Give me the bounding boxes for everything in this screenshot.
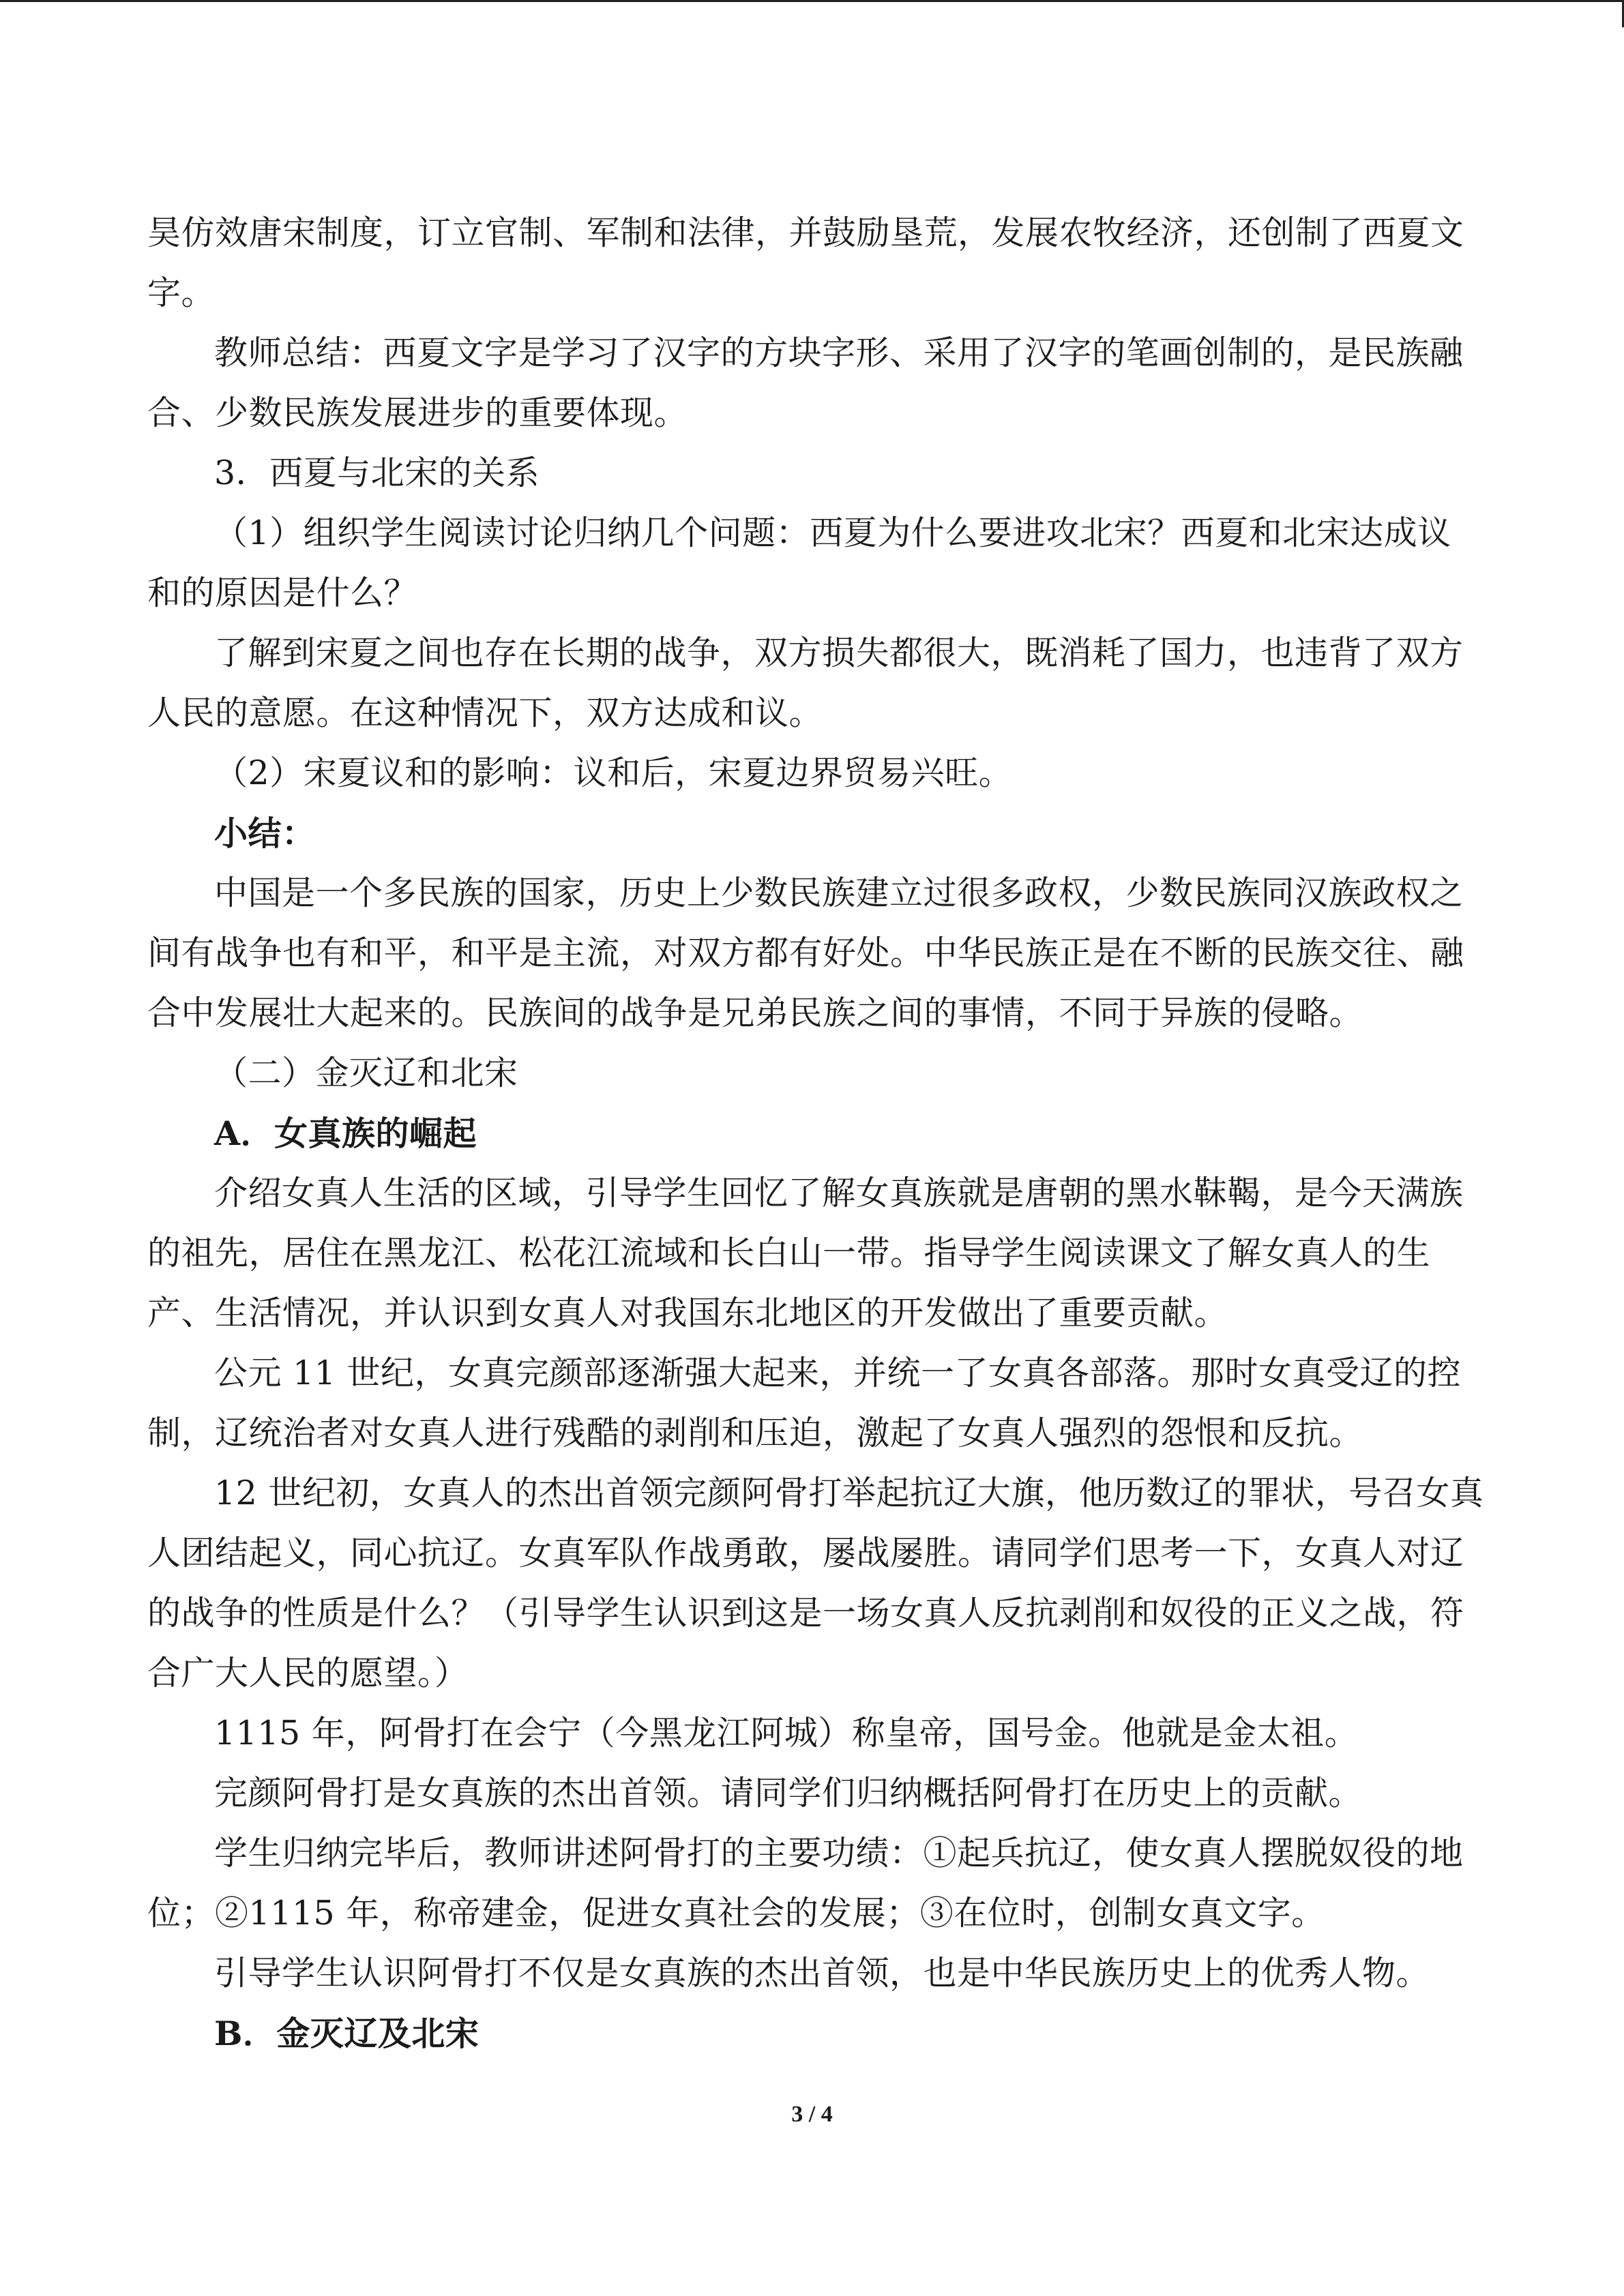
summary-heading: 小结：	[214, 814, 316, 853]
page-top-border	[0, 0, 1624, 2]
subsection-heading: A．女真族的崛起	[214, 1114, 477, 1153]
paragraph: （1）组织学生阅读讨论归纳几个问题：西夏为什么要进攻北宋？西夏和北宋达成议和的原因是什么？	[147, 513, 1451, 612]
paragraph: 公元 11 世纪，女真完颜部逐渐强大起来，并统一了女真各部落。那时女真受辽的控制，辽统治者对女真人进行残酷的剥削和压迫，激起了女真人强烈的怨恨和反抗。	[147, 1354, 1462, 1452]
paragraph: 12 世纪初，女真人的杰出首领完颜阿骨打举起抗辽大旗，他历数辽的罪状，号召女真人团结起义，同心抗辽。女真军队作战勇敢，屡战屡胜。请同学们思考一下，女真人对辽的战争的性质是什么？（引导学生认识到这是一场女真人反抗剥削和奴役的正义之战，符合广大人民的愿望。）	[147, 1474, 1484, 1693]
page-number: 3 / 4	[791, 2102, 833, 2127]
paragraph: 昊仿效唐宋制度，订立官制、军制和法律，并鼓励垦荒，发展农牧经济，还创制了西夏文字。	[147, 213, 1464, 312]
subsection-heading: B．金灭辽及北宋	[214, 2014, 479, 2053]
paragraph: （2）宋夏议和的影响：议和后，宋夏边界贸易兴旺。	[214, 754, 1013, 792]
paragraph: 介绍女真人生活的区域，引导学生回忆了解女真族就是唐朝的黑水靺鞨，是今天满族的祖先，居住在黑龙江、松花江流域和长白山一带。指导学生阅读课文了解女真人的生产、生活情况，并认识到女真人对我国东北地区的开发做出了重要贡献。	[147, 1174, 1464, 1332]
paragraph: 了解到宋夏之间也存在长期的战争，双方损失都很大，既消耗了国力，也违背了双方人民的意愿。在这种情况下，双方达成和议。	[147, 633, 1464, 732]
paragraph: 中国是一个多民族的国家，历史上少数民族建立过很多政权，少数民族同汉族政权之间有战争也有和平，和平是主流，对双方都有好处。中华民族正是在不断的民族交往、融合中发展壮大起来的。民族间的战争是兄弟民族之间的事情，不同于异族的侵略。	[147, 874, 1464, 1032]
section-heading: （二）金灭辽和北宋	[214, 1054, 518, 1092]
paragraph: 1115 年，阿骨打在会宁（今黑龙江阿城）称皇帝，国号金。他就是金太祖。	[214, 1714, 1359, 1753]
paragraph: 引导学生认识阿骨打不仅是女真族的杰出首领，也是中华民族历史上的优秀人物。	[214, 1954, 1430, 1993]
paragraph: 完颜阿骨打是女真族的杰出首领。请同学们归纳概括阿骨打在历史上的贡献。	[214, 1774, 1363, 1813]
document-body	[147, 203, 1484, 2063]
paragraph: 学生归纳完毕后，教师讲述阿骨打的主要功绩：①起兵抗辽，使女真人摆脱奴役的地位；②1115 年，称帝建金，促进女真社会的发展；③在位时，创制女真文字。	[147, 1834, 1464, 1933]
section-heading: 3．西夏与北宋的关系	[214, 453, 540, 492]
paragraph: 教师总结：西夏文字是学习了汉字的方块字形、采用了汉字的笔画创制的，是民族融合、少数民族发展进步的重要体现。	[147, 333, 1464, 432]
